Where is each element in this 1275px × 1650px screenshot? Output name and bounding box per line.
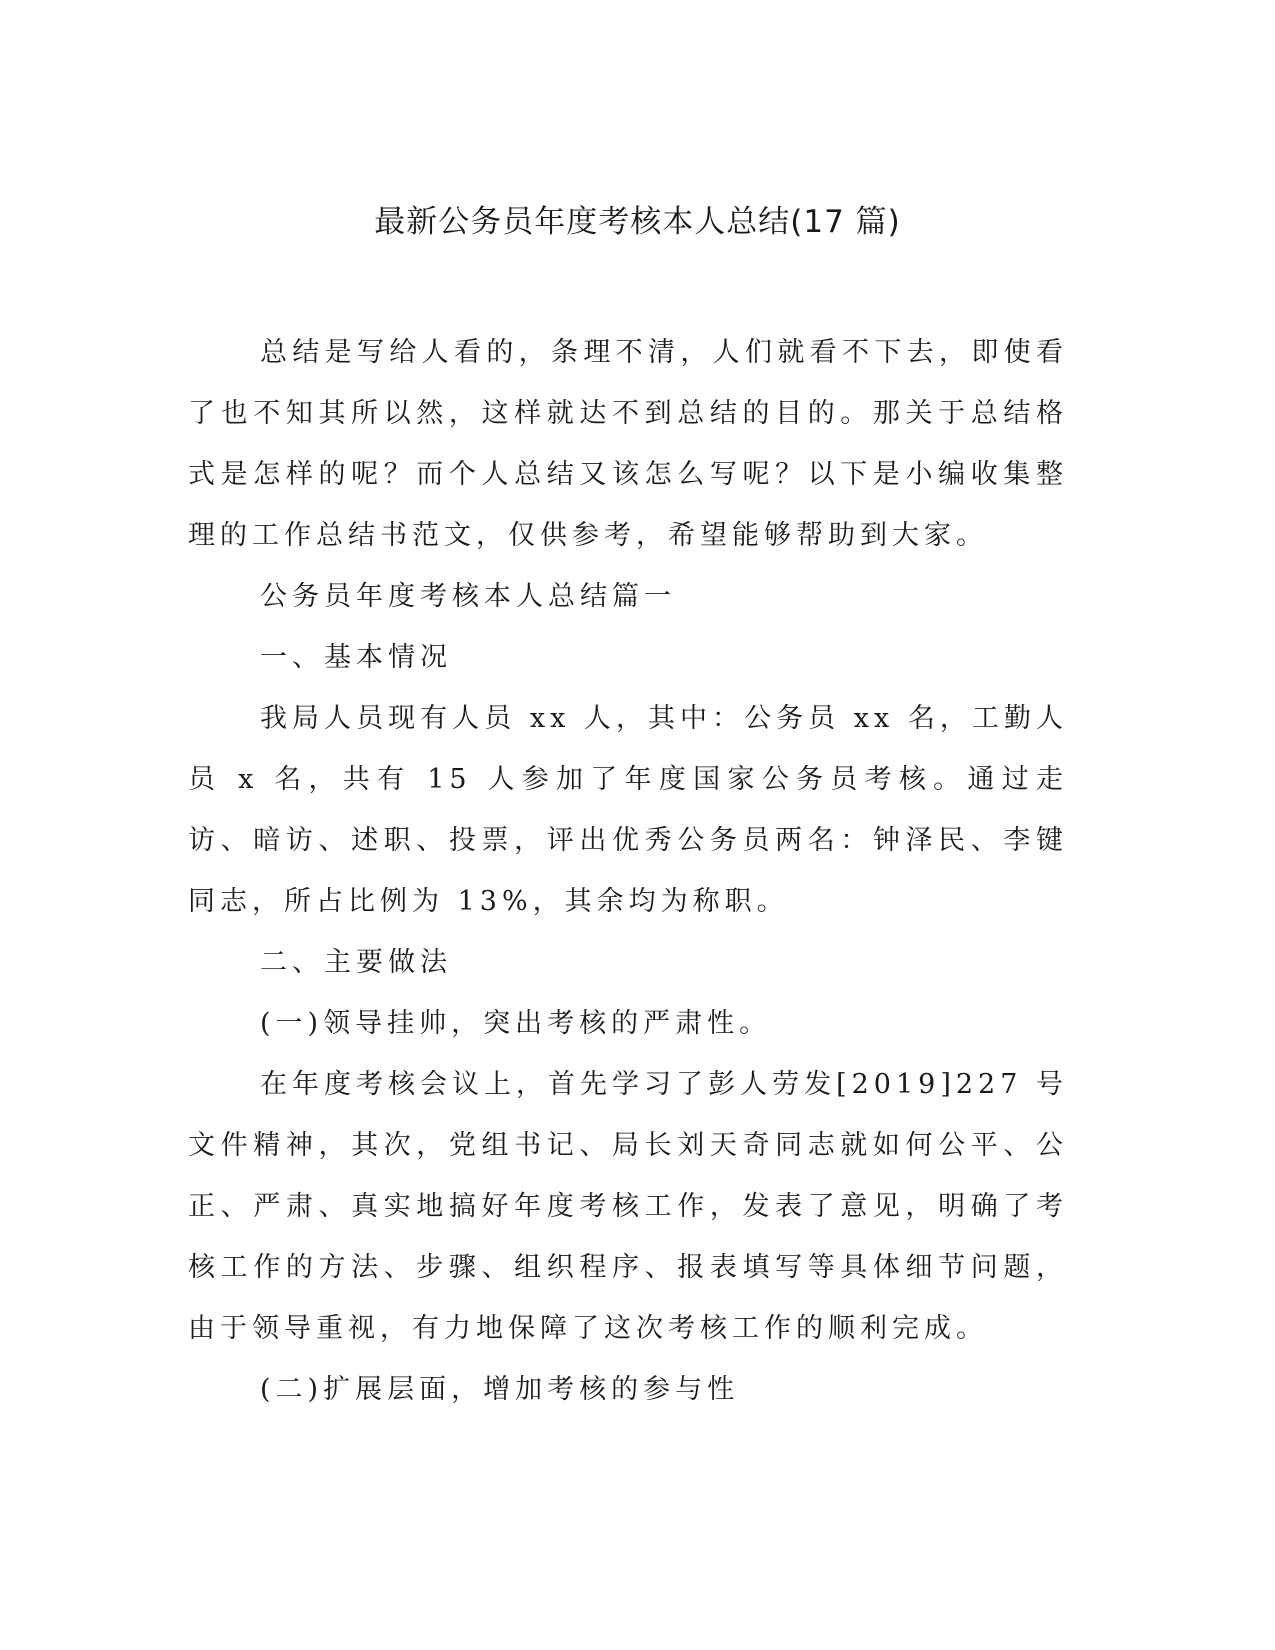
subheading-basic-situation: 一、基本情况	[260, 642, 452, 673]
practice-item-one-heading: (一)领导挂帅，突出考核的严肃性。	[260, 1008, 772, 1039]
document-body	[188, 322, 1068, 1420]
document-title: 最新公务员年度考核本人总结(17 篇)	[374, 204, 901, 240]
practice-item-two-heading: (二)扩展层面，增加考核的参与性	[260, 1374, 740, 1405]
intro-paragraph: 总结是写给人看的，条理不清，人们就看不下去，即使看了也不知其所以然，这样就达不到总结的目的。那关于总结格式是怎样的呢？而个人总结又该怎么写呢？以下是小编收集整理的工作总结书范文，仅供参考，希望能够帮助到大家。	[188, 337, 1068, 551]
section-heading-part-one: 公务员年度考核本人总结篇一	[260, 581, 676, 612]
subheading-main-practices: 二、主要做法	[260, 947, 452, 978]
practice-item-one-paragraph: 在年度考核会议上，首先学习了彭人劳发[2019]227 号文件精神，其次，党组书记、局长刘天奇同志就如何公平、公正、严肃、真实地搞好年度考核工作，发表了意见，明确了考核工作的方法、步骤、组织程序、报表填写等具体细节问题，由于领导重视，有力地保障了这次考核工作的顺利完成。	[188, 1069, 1068, 1344]
basic-situation-paragraph: 我局人员现有人员 xx 人，其中：公务员 xx 名，工勤人员 x 名，共有 15 人参加了年度国家公务员考核。通过走访、暗访、述职、投票，评出优秀公务员两名：钟泽民、李键同志，所占比例为 13%，其余均为称职。	[188, 703, 1068, 917]
